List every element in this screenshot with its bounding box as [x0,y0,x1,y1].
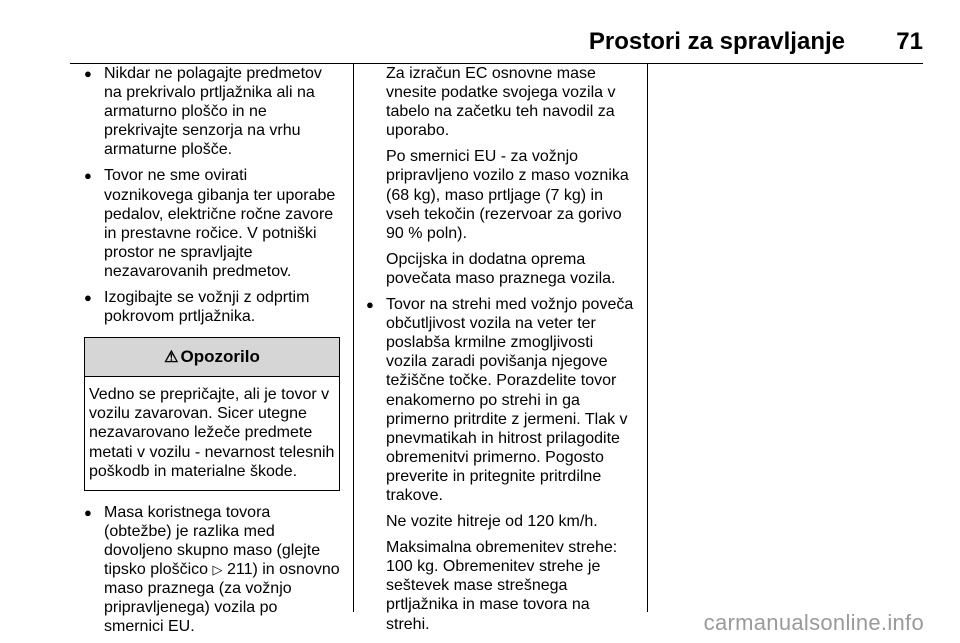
page-reference-icon: ▷ [212,561,223,577]
bullet-item: ● Tovor ne sme ovirati voznikovega gibanja ter uporabe pedalov, električne ročne zavore in prestavne ročice. V potniški prostor ne spravljajte nezavarovanih predmetov. [84,166,340,281]
page-number: 71 [896,28,923,55]
bullet-item: ● Izogibajte se vožnji z odprtim pokrovom prtljažnika. [84,288,340,326]
paragraph: Po smernici EU - za vožnjo pripravljeno vozilo z maso voznika (68 kg), maso prtljage (7 kg) in vseh tekočin (rezervoar za gorivo 90 % poln). [386,148,629,242]
warning-title: Opozorilo [180,347,260,367]
page-header [0,24,960,64]
column-divider-left [353,64,354,612]
warning-text: Vedno se prepričajte, ali je tovor v vozilu zavarovan. Sicer utegne nezavarovano ležeče predmete metati v vozilu - nevarnost telesnih poškodb in materialne škode. [89,386,335,480]
left-column [84,64,340,643]
reference-page: 211 [226,560,253,578]
paragraph: Ne vozite hitreje od 120 km/h. [386,513,598,531]
section-title: Prostori za spravljanje [588,28,845,55]
bullet-text: Masa koristnega tovora (obtežbe) je razlika med dovoljeno skupno maso (glejte tipsko ploščico [104,503,321,578]
paragraph: Za izračun EC osnovne mase vnesite podatke svojega vozila v tabelo na začetku teh navodil za uporabo. [386,65,616,140]
paragraph: Maksimalna obremenitev strehe: 100 kg. Obremenitev strehe je seštevek mase strešnega prtljažnika in mase tovora na strehi. [386,539,618,633]
paragraph: Opcijska in dodatna oprema povečata maso praznega vozila. [386,250,616,287]
bullet-item: ● Nikdar ne polagajte predmetov na prekrivalo prtljažnika ali na armaturno ploščo in ne prekrivajte senzorja na vrhu armaturne plošče. [84,64,340,159]
warning-box [84,337,340,490]
bullet-item: ● Tovor na strehi med vožnjo poveča občutljivost vozila na veter ter poslabša krmilne zmogljivosti vozila zaradi povišanja njegove težiščne točke. Porazdelite tovor enakomerno po strehi in ga primerno pritrdite z jermeni. Tlak v pnevmatikah in hitrost prilagodite obremenitvi primerno. Pogosto preverite in pritegnite pritrdilne trakove. [366,295,636,505]
watermark: carmanualsonline.info [703,610,924,635]
bullet-item [84,503,340,637]
bullet-text: ) in osnovno maso praznega (za vožnjo pripravljenega) vozila po smernici EU. [104,560,340,636]
right-column [366,64,636,641]
warning-triangle-icon: ⚠ [164,349,179,367]
column-divider-right [647,64,648,612]
warning-header [85,338,339,377]
